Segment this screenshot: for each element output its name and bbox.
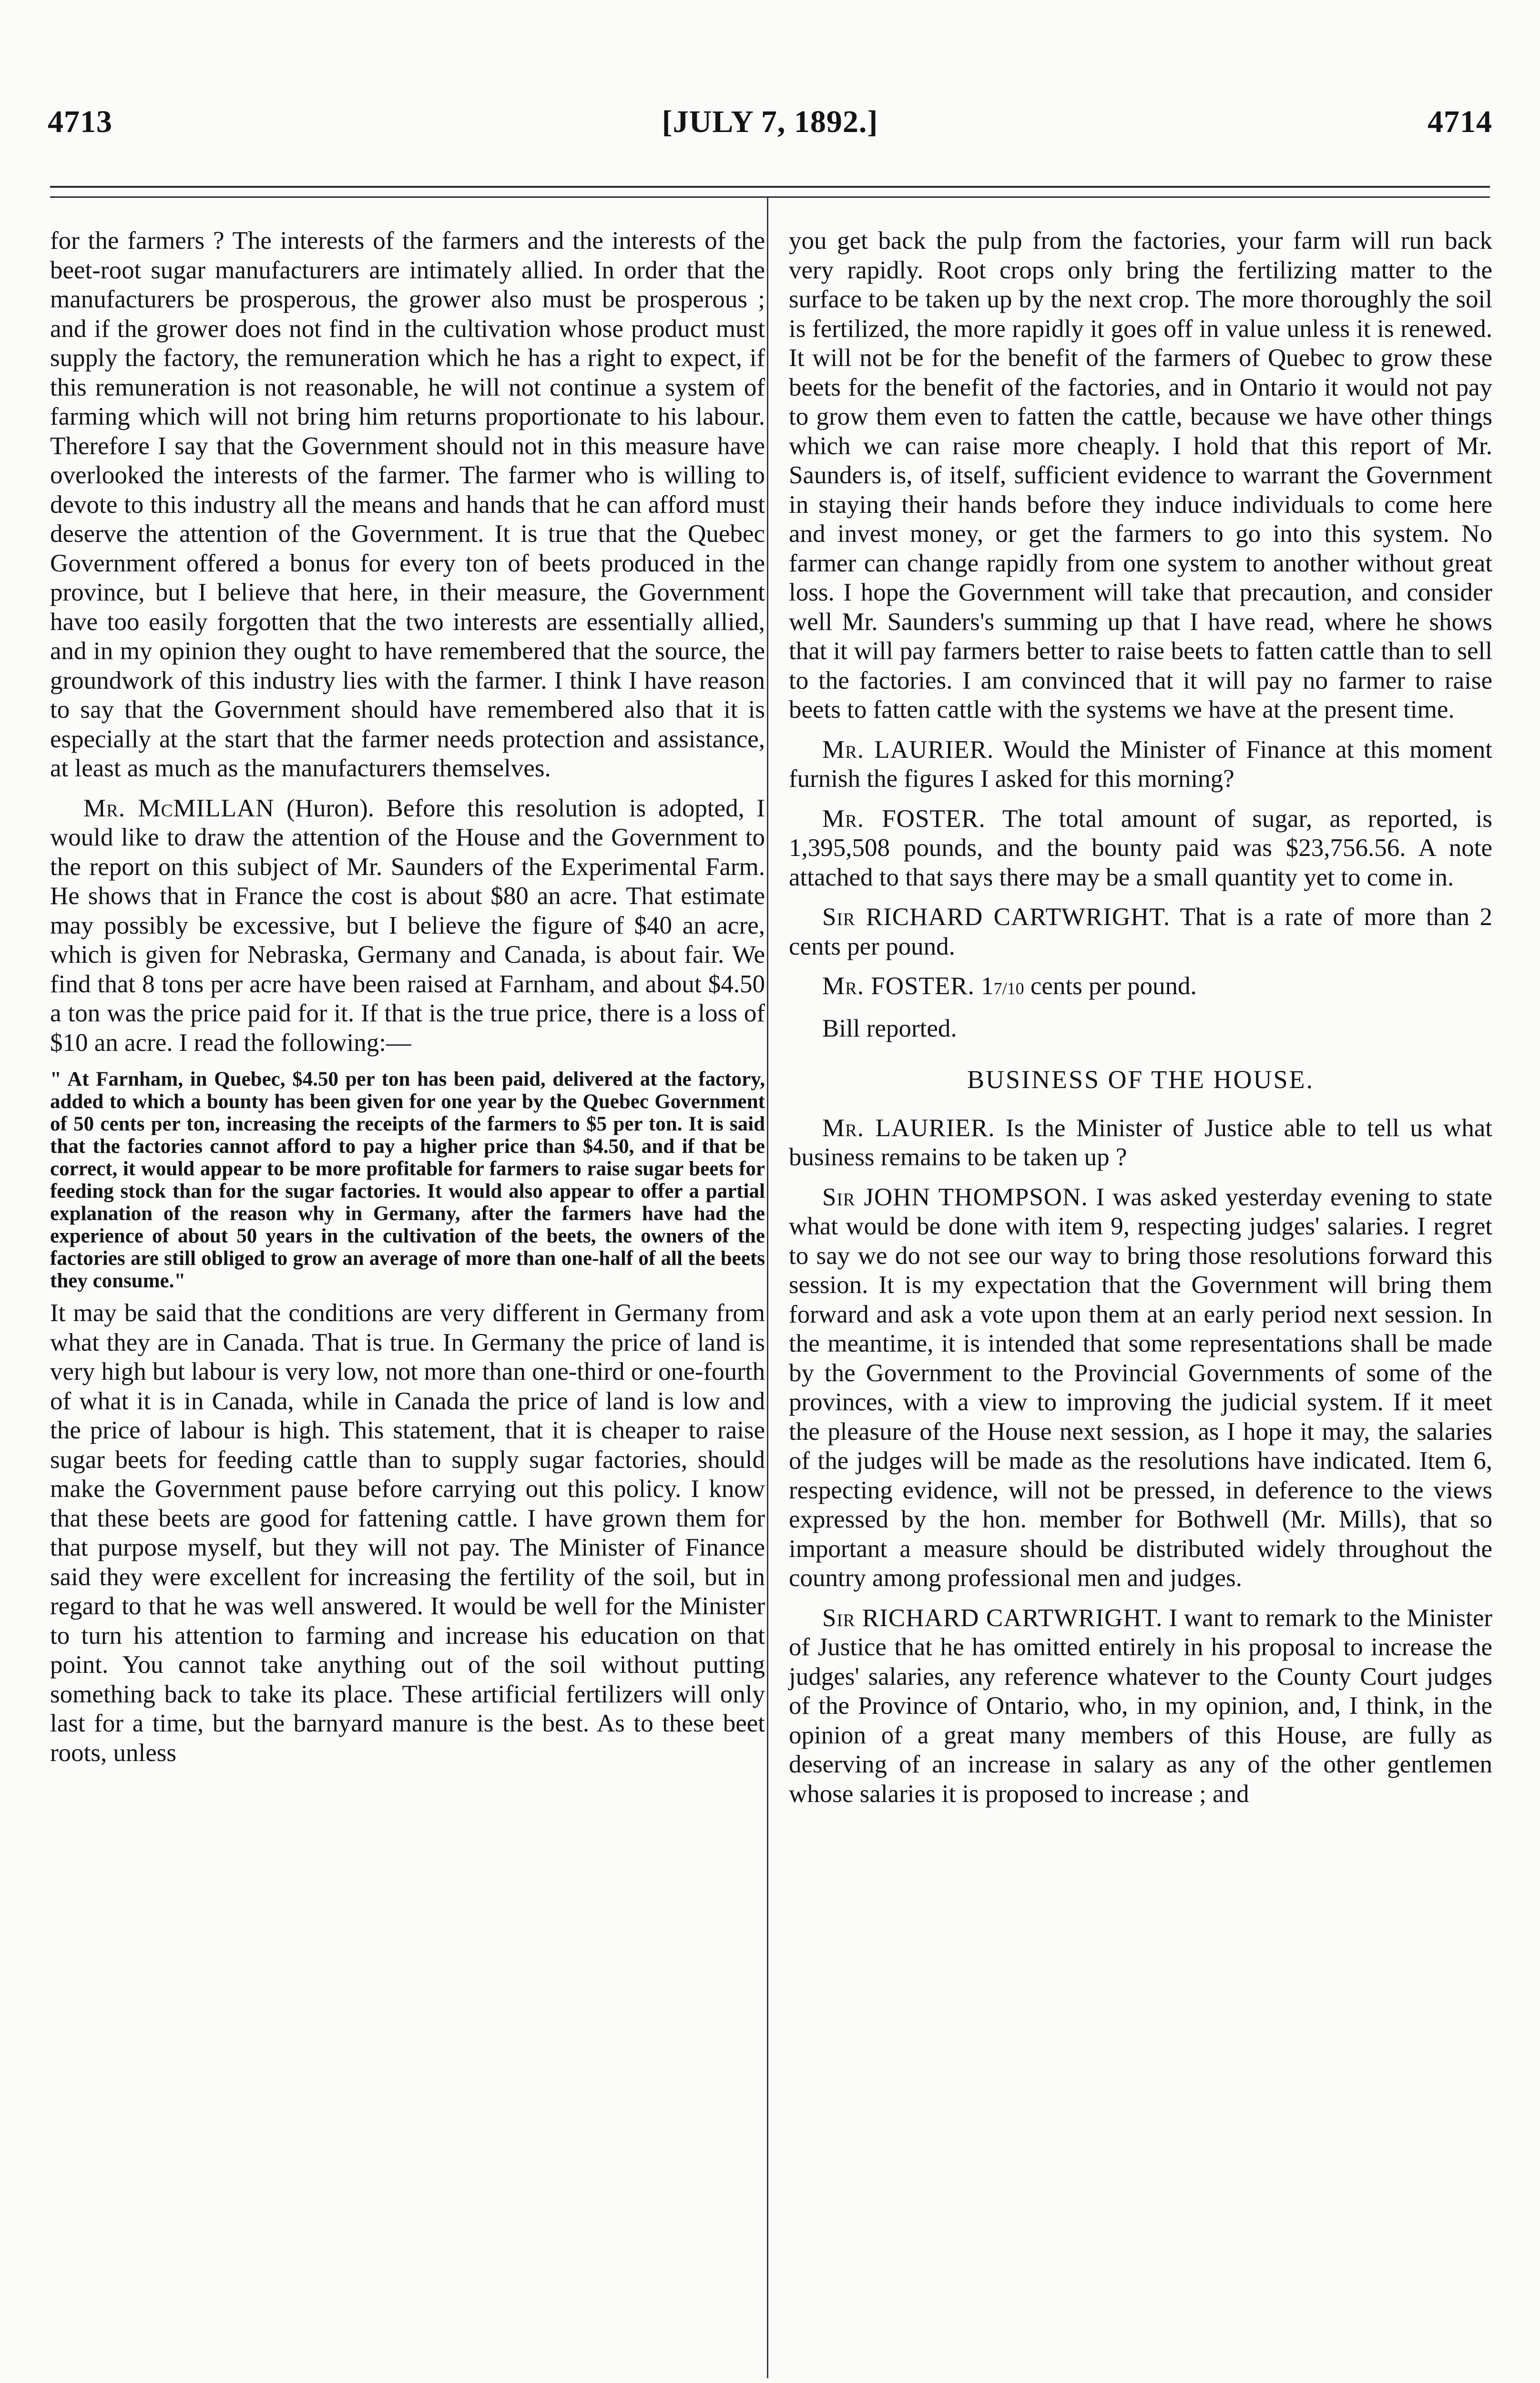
paragraph-laurier-2	[789, 1114, 1492, 1172]
speaker-name: Sir RICHARD CARTWRIGHT.	[822, 903, 1171, 931]
speech-text: cents per pound.	[1024, 972, 1197, 1000]
speech-text: That is a rate of more than 2 cents per pound.	[789, 903, 1492, 960]
speaker-name: Sir JOHN THOMPSON.	[822, 1183, 1088, 1211]
paragraph-cartwright	[789, 903, 1492, 961]
speech-text: Is the Minister of Justice able to tell us what business remains to be taken up ?	[789, 1114, 1492, 1171]
header-rule-bottom	[50, 196, 1490, 198]
speaker-name: Mr. LAURIER.	[822, 735, 994, 764]
fraction: 7/10	[993, 979, 1024, 998]
speech-text: 1	[974, 972, 994, 1000]
paragraph-cartwright-2	[789, 1604, 1492, 1809]
paragraph-foster	[789, 805, 1492, 893]
paragraph-mcmillan-continued: It may be said that the conditions are very different in Germany from what they are in Canada. That is true. In Germany the price of land is very high but labour is very low, not more than one-third or one-fourth of what it is in Canada, while in Canada the price of land is low and the price of labour is high. This statement, that it is cheaper to raise sugar beets for feeding cattle than to supply sugar factories, should make the Government pause before carrying out this policy. I know that these beets are good for fattening cattle. I have grown them for that purpose myself, but they will not pay. The Minister of Finance said they were excellent for increasing the fertility of the soil, but in regard to that he was well answered. It would be well for the Minister to turn his attention to farming and increase his education on that point. You cannot take anything out of the soil without putting something back to take its place. These artificial fertilizers will only last for a time, but the barnyard manure is the best. As to these beet roots, unless	[50, 1299, 765, 1767]
right-column	[789, 226, 1492, 1819]
left-page-number: 4713	[48, 104, 112, 139]
speaker-name: Mr. FOSTER.	[822, 805, 986, 833]
right-page-number: 4714	[1428, 104, 1492, 139]
page-date-header: [JULY 7, 1892.]	[662, 104, 878, 139]
paragraph-continuation: for the farmers ? The interests of the farmers and the interests of the beet-root sugar manufacturers are intimately allied. In order that the manufacturers be prosperous, the grower also must be prosperous ; and if the grower does not find in the cultivation whose product must supply the factory, the remuneration which he has a right to expect, if this remuneration is not reasonable, he will not continue a system of farming which will not bring him returns proportionate to his labour. Therefore I say that the Government should not in this measure have overlooked the interests of the farmer. The farmer who is willing to devote to this industry all the means and hands that he can afford must deserve the attention of the Government. It is true that the Quebec Government offered a bonus for every ton of beets produced in the province, but I believe that here, in their measure, the Government have too easily forgotten that the two interests are essentially allied, and in my opinion they ought to have remembered that the source, the groundwork of this industry lies with the farmer. I think I have reason to say that the Government should have remembered also that it is especially at the start that the farmer needs protection and assistance, at least as much as the manufacturers themselves.	[50, 227, 765, 782]
paragraph-foster-2	[789, 972, 1492, 1004]
speech-text: The total amount of sugar, as reported, is 1,395,508 pounds, and the bounty paid was $23,756.56. A note attached to that says there may be a small quantity yet to come in.	[789, 805, 1492, 891]
block-quote: " At Farnham, in Quebec, $4.50 per ton has been paid, delivered at the factory, added to which a bounty has been given for one year by the Quebec Government of 50 cents per ton, increasing the receipts of the farmers to $5 per ton. It is said that the factories cannot afford to pay a higher price than $4.50, and if that be correct, it would appear to be more profitable for farmers to raise sugar beets for feeding stock than for the sugar factories. It would also appear to offer a partial explanation of the reason why in Germany, after the farmers have had the experience of about 50 years in the cultivation of the beets, the owners of the factories are still obliged to grow an average of more than one-half of all the beets they consume."	[50, 1068, 765, 1292]
header-rule-top	[50, 186, 1490, 188]
column-divider	[767, 198, 768, 2378]
speaker-name: Mr. FOSTER.	[822, 972, 975, 1000]
left-column	[50, 226, 765, 1778]
speaker-name: Mr. LAURIER.	[822, 1114, 995, 1142]
paragraph-thompson	[789, 1183, 1492, 1593]
speech-text: I was asked yesterday evening to state what would be done with item 9, respecting judges' salaries. I regret to say we do not see our way to bring those resolutions forward this session. It is my expectation that the Government will bring them forward and ask a vote upon them at an early period next session. In the meantime, it is intended that some representations shall be made by the Government to the Provincial Governments of some of the provinces, with a view to improving the judicial system. If it meet the pleasure of the House next session, as I hope it may, the salaries of the judges will be made as the resolutions have indicated. Item 6, respecting evidence, will not be pressed, in deference to the views expressed by the hon. member for Bothwell (Mr. Mills), that so important a measure should be distributed widely throughout the country among professional men and judges.	[789, 1183, 1492, 1592]
paragraph-laurier	[789, 735, 1492, 794]
paragraph-mcmillan	[50, 794, 765, 1058]
speech-text: (Huron). Before this resolution is adopted, I would like to draw the attention of the House and the Government to the report on this subject of Mr. Saunders of the Experimental Farm. He shows that in France the cost is about $80 an acre. That estimate may possibly be excessive, but I believe the figure of $40 an acre, which is given for Nebraska, Germany and Canada, is about fair. We find that 8 tons per acre have been raised at Farnham, and about $4.50 a ton was the price paid for it. If that is the true price, there is a loss of $10 an acre. I read the following:—	[50, 794, 765, 1057]
speaker-name: Mr. McMILLAN	[83, 794, 275, 822]
speech-text: Would the Minister of Finance at this moment furnish the figures I asked for this morning?	[789, 735, 1492, 793]
speaker-name: Sir RICHARD CARTWRIGHT.	[822, 1604, 1163, 1632]
section-heading: BUSINESS OF THE HOUSE.	[967, 1065, 1315, 1094]
paragraph-bill-reported: Bill reported.	[822, 1014, 957, 1042]
paragraph-continuation: you get back the pulp from the factories, your farm will run back very rapidly. Root crops only bring the fertilizing matter to the surface to be taken up by the next crop. The more thoroughly the soil is fertilized, the more rapidly it goes off in value unless it is renewed. It will not be for the benefit of the farmers of Quebec to grow these beets for the benefit of the factories, and in Ontario it would not pay to grow them even to fatten the cattle, because we have other things which we can raise more cheaply. I hold that this report of Mr. Saunders is, of itself, sufficient evidence to warrant the Government in staying their hands before they induce individuals to come here and invest money, or get the farmers to go into this system. No farmer can change rapidly from one system to another without great loss. I hope the Government will take that precaution, and consider well Mr. Saunders's summing up that I have read, where he shows that it will pay farmers better to raise beets to fatten cattle than to sell to the factories. I am convinced that it will pay no farmer to raise beets to fatten cattle with the systems we have at the present time.	[789, 227, 1492, 723]
speech-text: I want to remark to the Minister of Justice that he has omitted entirely in his proposal to increase the judges' salaries, any reference whatever to the County Court judges of the Province of Ontario, who, in my opinion, and, I think, in the opinion of a great many members of this House, are fully as deserving of an increase in salary as any of the other gentlemen whose salaries it is proposed to increase ; and	[789, 1604, 1492, 1808]
